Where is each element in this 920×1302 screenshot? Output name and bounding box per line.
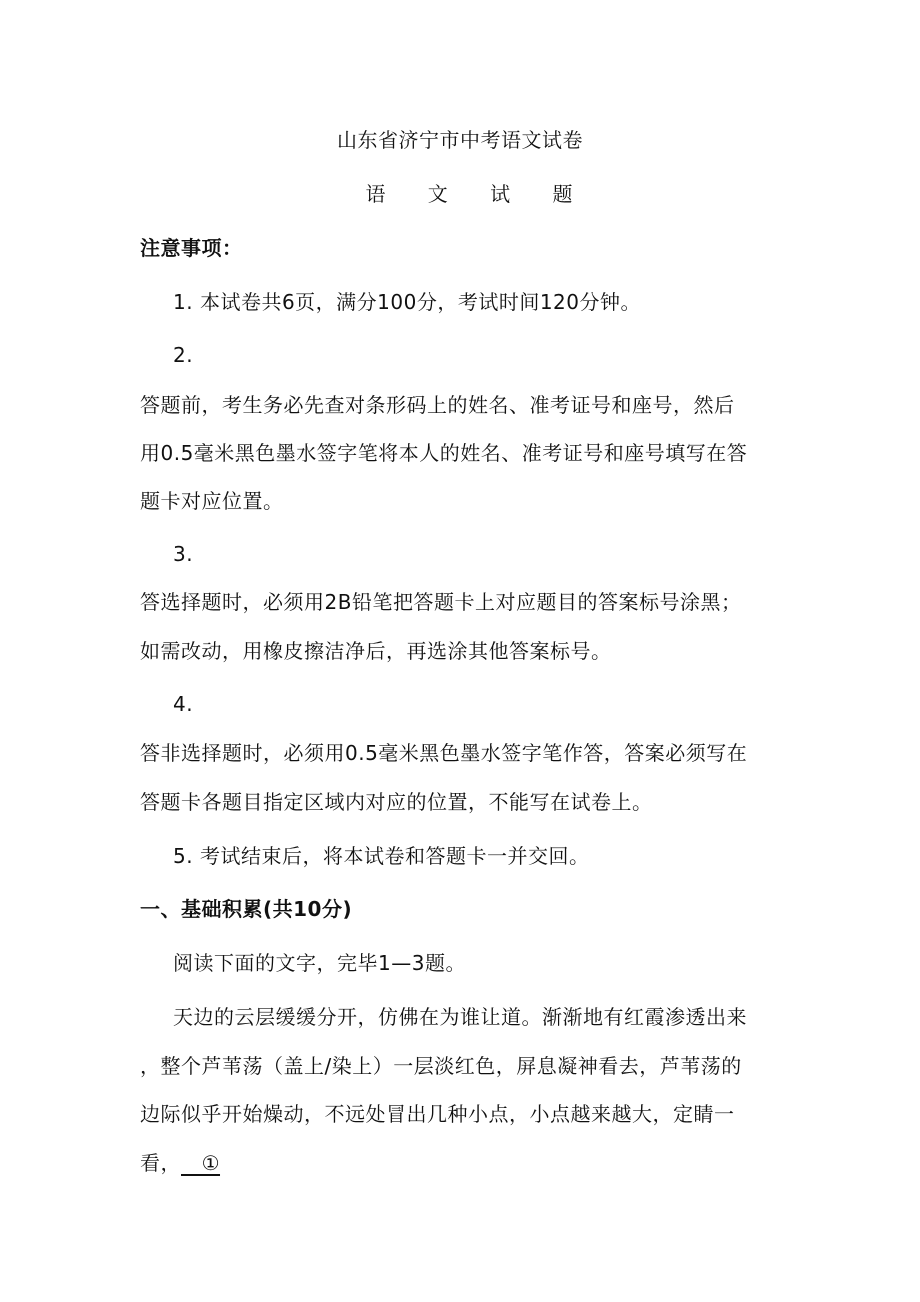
notice-item-2-number: 2. <box>173 343 194 367</box>
passage-line-4-text: 看， <box>140 1151 181 1175</box>
answer-blank-1: ① <box>181 1151 221 1175</box>
notice-item-3-line-1: 答选择题时，必须用2B铅笔把答题卡上对应题目的答案标号涂黑； <box>140 590 742 614</box>
passage-line-1: 天边的云层缓缓分开，仿佛在为谁让道。渐渐地有红霞渗透出来 <box>173 1005 747 1029</box>
notice-item-3-line-2: 如需改动，用橡皮擦洁净后，再选涂其他答案标号。 <box>140 639 612 663</box>
passage-line-2: ，整个芦苇荡（盖上/染上）一层淡红色，屏息凝神看去，芦苇荡的 <box>140 1054 742 1078</box>
notice-item-2-line-3: 题卡对应位置。 <box>140 489 284 513</box>
passage-line-3: 边际似乎开始燥动，不远处冒出几种小点，小点越来越大，定睛一 <box>140 1102 735 1126</box>
notice-item-3-number: 3. <box>173 542 194 566</box>
notice-item-1: 1. 本试卷共6页，满分100分，考试时间120分钟。 <box>173 290 642 314</box>
exam-subtitle: 语 文 试 题 <box>365 182 591 206</box>
section-1-instruction: 阅读下面的文字，完毕1—3题。 <box>173 951 466 975</box>
notice-item-4-number: 4. <box>173 692 194 716</box>
notice-item-4-line-1: 答非选择题时，必须用0.5毫米黑色墨水签字笔作答，答案必须写在 <box>140 741 748 765</box>
notice-item-2-line-2: 用0.5毫米黑色墨水签字笔将本人的姓名、准考证号和座号填写在答 <box>140 441 748 465</box>
exam-title: 山东省济宁市中考语文试卷 <box>337 128 583 152</box>
section-1-heading: 一、基础积累(共10分) <box>140 897 353 921</box>
notice-heading: 注意事项： <box>140 236 243 260</box>
notice-item-4-line-2: 答题卡各题目指定区域内对应的位置，不能写在试卷上。 <box>140 790 653 814</box>
notice-item-2-line-1: 答题前，考生务必先查对条形码上的姓名、准考证号和座号，然后 <box>140 393 735 417</box>
notice-item-5: 5. 考试结束后，将本试卷和答题卡一并交回。 <box>173 844 590 868</box>
passage-line-4 <box>140 1149 220 1177</box>
